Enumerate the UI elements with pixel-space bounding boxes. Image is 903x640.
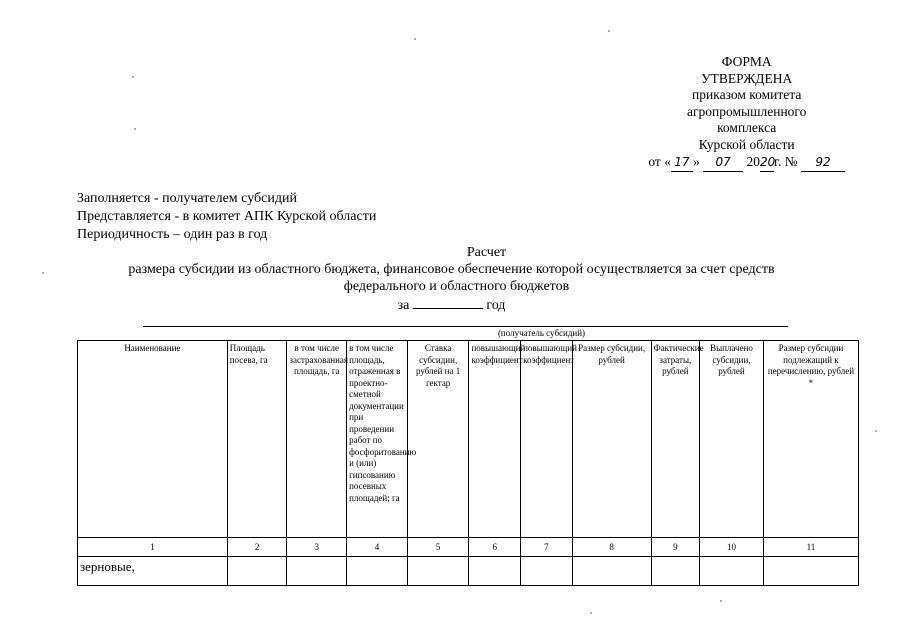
table-cell <box>700 557 764 586</box>
scan-speck <box>134 128 136 130</box>
column-number: 3 <box>287 538 347 557</box>
table-cell <box>469 557 521 586</box>
table-cell <box>407 557 469 586</box>
recipient-underline <box>143 326 788 327</box>
header-coefficient-1: повышающий коэффициент <box>469 341 521 538</box>
header-sown-area: Площадь посева, га <box>227 341 287 538</box>
stamp-region-line: Курской области <box>698 136 795 152</box>
scan-speck <box>720 600 722 602</box>
column-number: 1 <box>78 538 228 557</box>
stamp-committee-line: агропромышленного <box>686 103 807 119</box>
table-cell <box>763 557 858 586</box>
approval-stamp <box>648 54 845 172</box>
header-subsidy-amount: Размер субсидии, рублей <box>572 341 651 538</box>
header-subsidy-to-transfer: Размер субсидии подлежащий к перечислению, рублей * <box>763 341 858 538</box>
column-number: 10 <box>700 538 764 557</box>
date-month: 07 <box>703 154 743 172</box>
header-paid-subsidy: Выплачено субсидии, рублей <box>700 341 764 538</box>
date-close-quote: » <box>692 154 700 169</box>
header-coefficient-2: повышающий коэффициент <box>521 341 573 538</box>
period-suffix: год <box>486 298 506 313</box>
table-row <box>78 557 859 586</box>
scan-speck <box>132 76 134 78</box>
column-number: 9 <box>651 538 700 557</box>
header-insured-area: в том числе застрахованная площадь, га <box>287 341 347 538</box>
scan-speck <box>42 272 44 274</box>
order-number: 92 <box>801 154 845 172</box>
header-name: Наименование <box>78 341 228 538</box>
table-cell <box>572 557 651 586</box>
document-title: Расчет <box>466 245 507 260</box>
stamp-approved-label: УТВЕРЖДЕНА <box>701 70 793 86</box>
form-meta <box>77 190 376 244</box>
order-number-label: г. № <box>773 154 798 169</box>
table-cell <box>287 557 347 586</box>
header-subsidy-rate: Ставка субсидии, рублей на 1 гектар <box>407 341 469 538</box>
column-number: 4 <box>347 538 408 557</box>
table-cell <box>347 557 408 586</box>
document-subtitle-line1: размера субсидии из областного бюджета, финансовое обеспечение которой осуществляется за счет средств <box>128 262 775 277</box>
date-open-quote: от « <box>648 154 671 169</box>
stamp-date-line <box>648 154 845 172</box>
scan-speck <box>590 612 592 614</box>
column-number: 2 <box>227 538 287 557</box>
period-prefix: за <box>397 298 410 313</box>
recipient-caption: (получатель субсидий) <box>497 328 586 338</box>
crop-name-cell: зерновые, <box>78 557 228 586</box>
filled-by-line: Заполняется - получателем субсидий <box>77 191 297 206</box>
column-number: 7 <box>521 538 573 557</box>
date-year-prefix: 20 <box>746 154 760 169</box>
date-day: 17 <box>671 154 693 172</box>
table-cell <box>521 557 573 586</box>
table-header-row <box>78 341 859 538</box>
table-cell <box>227 557 287 586</box>
frequency-line: Периодичность – один раз в год <box>77 227 268 242</box>
column-number: 5 <box>407 538 469 557</box>
scan-speck <box>608 30 610 32</box>
subsidy-calculation-table <box>77 340 859 586</box>
period-line <box>0 296 903 314</box>
header-design-area: в том числе площадь, отраженная в проектно-сметной документации при проведении работ по фосфоритованию и (или) гипсованию посевных площадей; га <box>347 341 408 538</box>
column-number: 6 <box>469 538 521 557</box>
scan-speck <box>875 430 877 432</box>
header-actual-costs: Фактические затраты, рублей <box>651 341 700 538</box>
stamp-complex-line: комплекса <box>717 120 777 135</box>
table-cell <box>651 557 700 586</box>
column-number: 11 <box>763 538 858 557</box>
document-subtitle-line2: федерального и областного бюджетов <box>343 279 570 294</box>
column-number: 8 <box>572 538 651 557</box>
date-year-suffix: 20 <box>760 154 774 172</box>
scan-speck <box>414 38 416 40</box>
stamp-form-label: ФОРМА <box>721 54 772 69</box>
period-blank <box>413 296 483 309</box>
column-number-row <box>78 538 859 557</box>
submitted-to-line: Представляется - в комитет АПК Курской области <box>77 209 377 224</box>
stamp-order-line: приказом комитета <box>692 87 802 102</box>
